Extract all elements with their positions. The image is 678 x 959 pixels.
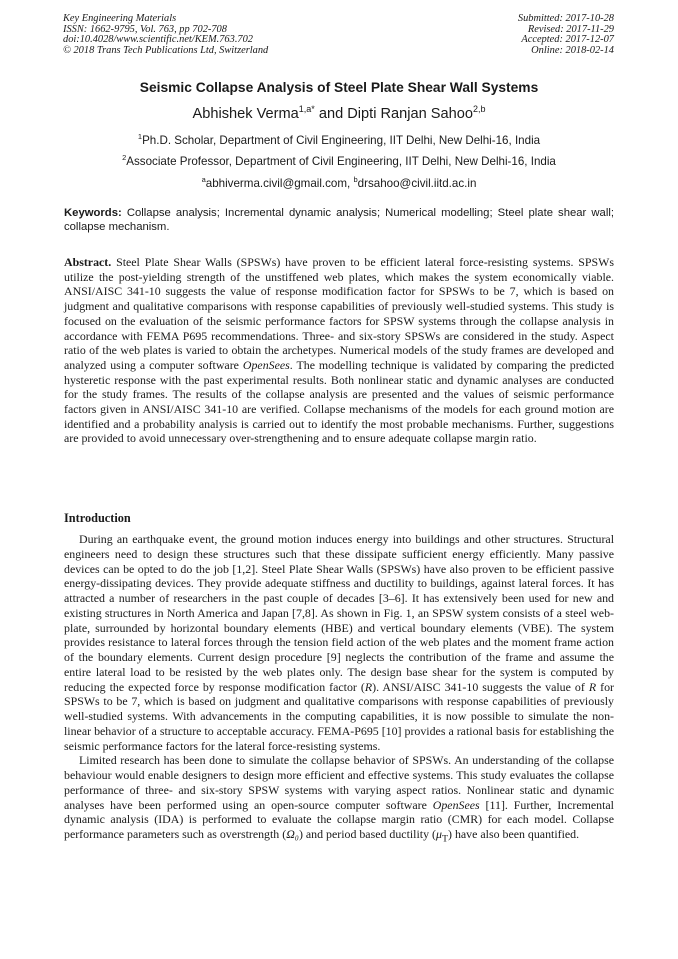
intro-p1-r2: R <box>588 679 597 694</box>
journal-name: Key Engineering Materials <box>63 13 177 24</box>
affiliation-2 <box>0 153 678 168</box>
issn: ISSN: 1662-9795, Vol. 763, pp 702-708 <box>63 23 227 35</box>
intro-paragraph-2 <box>64 753 614 847</box>
affiliation-2-sup: 2 <box>122 153 127 162</box>
affiliation-2-text: Associate Professor, Department of Civil Engineering, IIT Delhi, New Delhi-16, India <box>126 154 556 168</box>
abstract-text-2: . The modelling technique is validated by comparing the predicted hysteretic response with the past experimental results. Both nonlinear static and dynamic analyses are conducted for the study frames. The results of the collapse analysis are presented and the values of seismic performance factors given in ANSI/AISC 341-10 are verified. Collapse mechanisms of the models for each ground motion are identified and a probability analysis is carried out to identify the most probable mechanisms. Further, suggestions are provided to avoid unnecessary over-strengthening and to ensure adequate collapse margin ratio. <box>64 357 615 446</box>
author-and: and <box>314 105 348 122</box>
intro-p1-c: for SPSWs to be 7, which is based on judgment and qualitative comparisons with response capabilities of previously well-studied systems. With advancements in the computing capabilities, it is now possible to simulate the non-linear behavior of a structure to acceptable accuracy. FEMA-P695 [10] provides a rational basis for establishing the seismic performance factors for the lateral force-resisting systems. <box>64 679 614 753</box>
abstract-text-1: Steel Plate Shear Walls (SPSWs) have proven to be efficient lateral force-resisting systems. SPSWs utilize the post-yielding strength of the unstiffened web plates, which makes the system economically viable. ANSI/AISC 341-10 suggests the value of response modification factor for SPSWs to be 7, which is based on judgment and qualitative comparisons with response capabilities of previously well-studied systems. This study is focused on the evaluation of the seismic performance factors for SPSW systems through the collapse analysis in accordance with FEMA P695 recommendations. Three- and six-story SPSWs are considered in the study. Aspect ratio of the web plates is varied to obtain the archetypes. Numerical models of the study frames are developed and analyzed using a computer software <box>64 255 614 372</box>
journal-header-left <box>63 14 268 56</box>
abstract <box>64 255 614 446</box>
keywords-label: Keywords: <box>64 207 122 219</box>
abstract-label: Abstract. <box>64 255 112 269</box>
copyright: © 2018 Trans Tech Publications Ltd, Switzerland <box>63 44 269 56</box>
accepted-date: Accepted: 2017-12-07 <box>521 34 614 46</box>
journal-header-right <box>518 14 614 56</box>
introduction-heading: Introduction <box>64 511 131 525</box>
intro-p2-mu: μ <box>435 827 442 841</box>
authors <box>0 104 678 122</box>
intro-p2-d: ) have also been quantified. <box>448 827 580 841</box>
intro-p2-a: Limited research has been done to simulate the collapse behavior of SPSWs. An understanding of the collapse behaviour would enable designers to design more efficient and effective systems. This study evaluates the collapse performance of three- and six-story SPSW systems with varying aspect ratios. Nonlinear static and dynamic analyses have been performed using an open-source computer software <box>64 753 614 812</box>
abstract-software: OpenSees <box>242 357 290 372</box>
keywords-text: Collapse analysis; Incremental dynamic analysis; Numerical modelling; Steel plate shear wall; collapse mechanism. <box>64 207 614 233</box>
email-b-sup: b <box>353 175 358 184</box>
revised-date: Revised: 2017-11-29 <box>527 23 614 35</box>
email-a: abhiverma.civil@gmail.com, <box>205 176 354 190</box>
paper-title: Seismic Collapse Analysis of Steel Plate Shear Wall Systems <box>139 80 539 95</box>
author-1-sup: 1,a* <box>298 104 315 114</box>
intro-p2-software: OpenSees <box>432 797 480 812</box>
online-date: Online: 2018-02-14 <box>531 44 614 56</box>
doi: doi:10.4028/www.scientific.net/KEM.763.702 <box>63 34 253 46</box>
intro-p1-a: During an earthquake event, the ground motion induces energy into buildings and other structures. Structural engineers need to design these structures such that these dissipate sufficient energy efficiently. Many passive devices can be opted to do the job [1,2]. Steel Plate Shear Walls (SPSWs) have also proven to be efficient passive energy-dissipating devices. They provide adequate stiffness and ductility to buildings, against lateral forces. It has attracted a number of researchers in the past couple of decades [3–6]. It has extensively been used for new and existing structures in North America and Japan [7,8]. As shown in Fig. 1, an SPSW system consists of a steel web-plate, surrounded by horizontal boundary elements (HBE) and vertical boundary elements (VBE). The system provides resistance to lateral forces through the tension field action of the web plates and the moment frame action of the boundary elements. Current design procedure [9] neglects the contribution of the frame and assume the entire lateral load to be resisted by the web plates only. The design base shear for the system is computed by reducing the expected force by response modification factor ( <box>64 532 614 694</box>
intro-paragraph-1 <box>64 532 614 753</box>
email-b: drsahoo@civil.iitd.ac.in <box>357 176 477 190</box>
introduction-body <box>64 532 614 847</box>
intro-p1-b: ). ANSI/AISC 341-10 suggests the value of <box>372 679 589 694</box>
affiliation-1-sup: 1 <box>137 132 143 141</box>
intro-p1-r1: R <box>364 679 373 694</box>
intro-p2-c: ) and period based ductility ( <box>298 827 436 841</box>
affiliation-1-text: Ph.D. Scholar, Department of Civil Engineering, IIT Delhi, New Delhi-16, India <box>142 133 541 147</box>
author-2-sup: 2,b <box>473 104 486 114</box>
keywords <box>64 207 614 235</box>
author-1: Abhishek Verma <box>192 105 299 122</box>
emails <box>0 175 678 190</box>
affiliation-1 <box>0 132 678 147</box>
intro-p2-mu-sub: T <box>441 833 449 845</box>
email-a-sup: a <box>201 175 206 184</box>
author-2: Dipti Ranjan Sahoo <box>347 105 473 122</box>
intro-p2-b: [11]. Further, Incremental dynamic analysis (IDA) is performed to evaluate the collapse margin ratio (CMR) for each model. Collapse performance parameters such as overstrength ( <box>64 797 614 841</box>
submitted-date: Submitted: 2017-10-28 <box>517 13 614 24</box>
intro-p2-omega: Ω₀ <box>286 827 299 841</box>
